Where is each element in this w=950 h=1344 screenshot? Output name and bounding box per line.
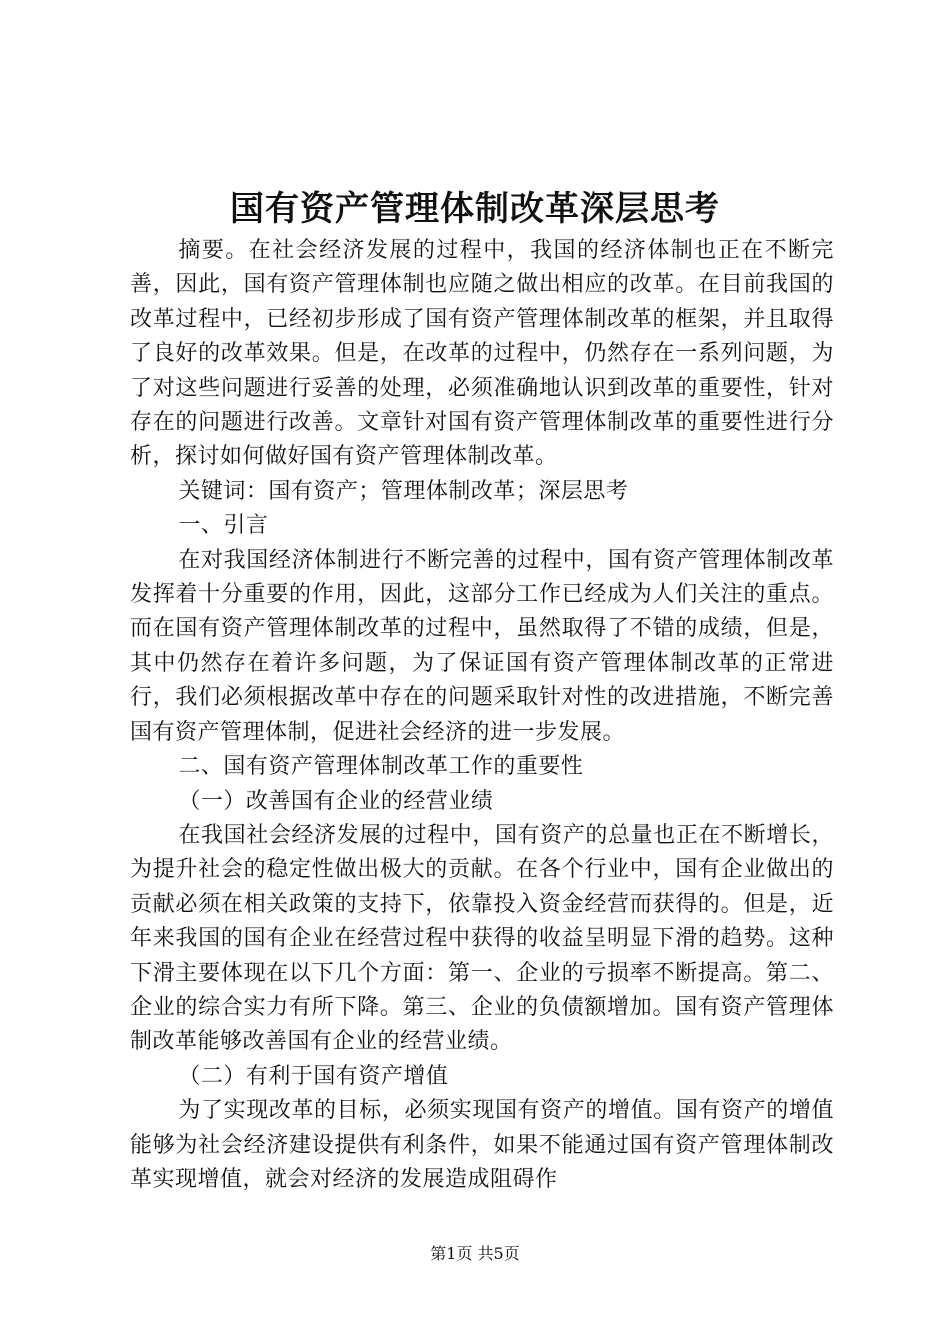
abstract-paragraph: 摘要。在社会经济发展的过程中，我国的经济体制也正在不断完善，因此，国有资产管理体制也应随之做出相应的改革。在目前我国的改革过程中，已经初步形成了国有资产管理体制改革的框架，并且取得了良好的改革效果。但是，在改革的过程中，仍然存在一系列问题，为了对这些问题进行妥善的处理，必须准确地认识到改革的重要性，针对存在的问题进行改善。文章针对国有资产管理体制改革的重要性进行分析，探讨如何做好国有资产管理体制改革。 [130, 238, 834, 470]
section-heading-importance: 二、国有资产管理体制改革工作的重要性 [178, 754, 584, 780]
keywords-line: 关键词：国有资产；管理体制改革；深层思考 [178, 478, 629, 504]
subsection-heading-performance: （一）改善国有企业的经营业绩 [178, 788, 494, 814]
document-title: 国有资产管理体制改革深层思考 [230, 189, 720, 229]
appreciation-paragraph: 为了实现改革的目标，必须实现国有资产的增值。国有资产的增值能够为社会经济建设提供有利条件，如果不能通过国有资产管理体制改革实现增值，就会对经济的发展造成阻碍作 [130, 1098, 834, 1192]
document-body [130, 234, 834, 1197]
section-heading-introduction: 一、引言 [178, 513, 269, 539]
introduction-paragraph: 在对我国经济体制进行不断完善的过程中，国有资产管理体制改革发挥着十分重要的作用，因此，这部分工作已经成为人们关注的重点。而在国有资产管理体制改革的过程中，虽然取得了不错的成绩，但是，其中仍然存在着许多问题，为了保证国有资产管理体制改革的正常进行，我们必须根据改革中存在的问题采取针对性的改进措施，不断完善国有资产管理体制，促进社会经济的进一步发展。 [130, 547, 834, 745]
page-footer: 第1页 共5页 [430, 1244, 520, 1263]
performance-paragraph: 在我国社会经济发展的过程中，国有资产的总量也正在不断增长，为提升社会的稳定性做出极大的贡献。在各个行业中，国有企业做出的贡献必须在相关政策的支持下，依靠投入资金经营而获得的。但是，近年来我国的国有企业在经营过程中获得的收益呈明显下滑的趋势。这种下滑主要体现在以下几个方面：第一、企业的亏损率不断提高。第二、企业的综合实力有所下降。第三、企业的负债额增加。国有资产管理体制改革能够改善国有企业的经营业绩。 [130, 822, 834, 1055]
subsection-heading-appreciation: （二）有利于国有资产增值 [178, 1063, 449, 1089]
